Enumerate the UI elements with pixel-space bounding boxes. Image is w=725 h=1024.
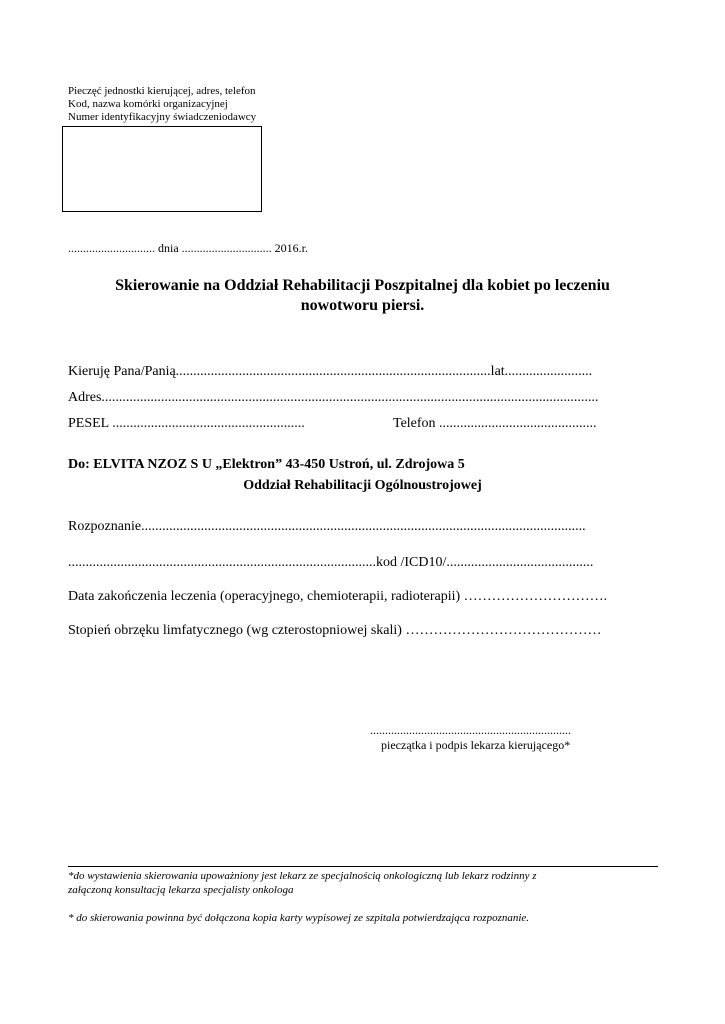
address-field[interactable]: Adres.............................................................................................................................................. [68,390,599,405]
date-line[interactable]: ............................. dnia .............................. 2016.r. [68,241,308,255]
diagnosis-field[interactable]: Rozpoznanie............................................................................................................................... [68,519,586,534]
pesel-field[interactable]: PESEL ....................................................... [68,416,305,431]
signature-line[interactable]: ................................................................... [370,723,571,737]
recipient-department: Oddział Rehabilitacji Ogólnoustrojowej [243,478,482,493]
patient-name-field[interactable]: Kieruję Pana/Panią..........................................................................................lat......................... [68,364,593,379]
lymphedema-grade-field[interactable]: Stopień obrzęku limfatycznego (wg czterostopniowej skali) …………………………………… [68,623,602,638]
phone-field[interactable]: Telefon ............................................. [393,416,597,431]
stamp-caption-line2: Kod, nazwa komórki organizacyjnej [68,98,228,110]
treatment-end-date-field[interactable]: Data zakończenia leczenia (operacyjnego, chemioterapii, radioterapii) …………………………. [68,589,608,604]
stamp-caption-line1: Pieczęć jednostki kierującej, adres, telefon [68,85,256,97]
stamp-box[interactable] [62,126,262,212]
signature-caption: pieczątka i podpis lekarza kierującego* [381,738,571,752]
stamp-caption-line3: Numer identyfikacyjny świadczeniodawcy [68,111,257,123]
recipient-address: Do: ELVITA NZOZ S U „Elektron” 43-450 Ustroń, ul. Zdrojowa 5 [68,457,465,472]
icd10-code-field[interactable]: ........................................................................................kod /ICD10/.......................................... [68,555,594,570]
document-title-line1: Skierowanie na Oddział Rehabilitacji Poszpitalnej dla kobiet po leczeniu [115,277,610,294]
footnote-1-line1: *do wystawienia skierowania upoważniony jest lekarz ze specjalnością onkologiczną lub lekarz rodzinny z [68,870,537,882]
footnote-2: * do skierowania powinna być dołączona kopia karty wypisowej ze szpitala potwierdzająca rozpoznanie. [68,912,530,924]
document-title-line2: nowotworu piersi. [300,297,425,314]
footnote-divider [68,866,658,867]
footnote-1-line2: załączoną konsultacją lekarza specjalisty onkologa [68,884,294,896]
